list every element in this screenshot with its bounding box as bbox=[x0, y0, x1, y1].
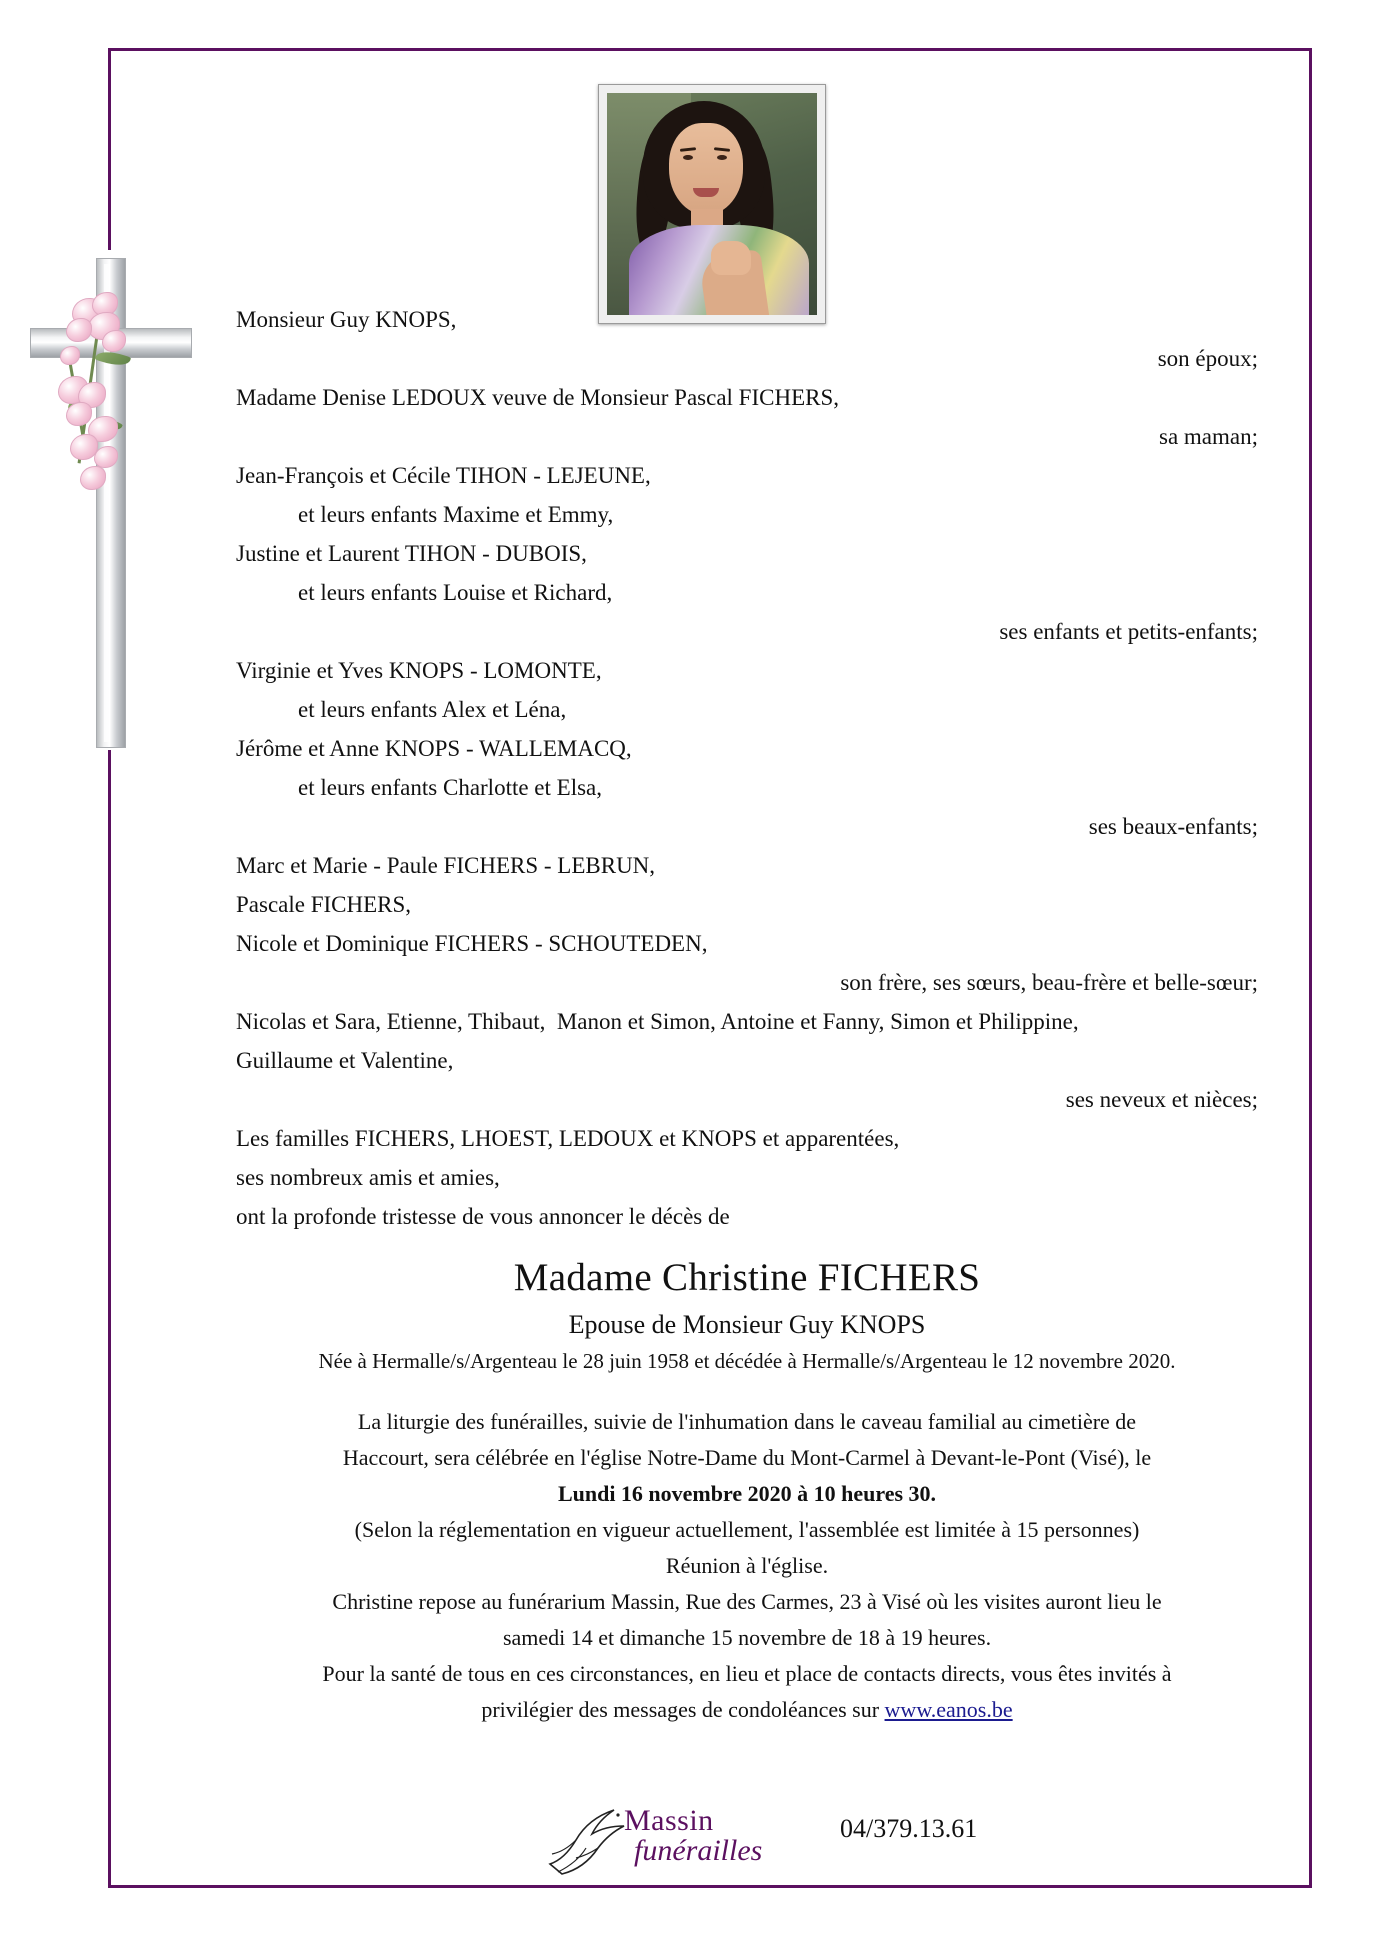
flower-spray-icon bbox=[36, 290, 166, 540]
relative-entry: Nicole et Dominique FICHERS - SCHOUTEDEN, bbox=[236, 931, 708, 956]
relative-entry: et leurs enfants Maxime et Emmy, bbox=[298, 502, 614, 527]
footer-logo-block bbox=[540, 1800, 978, 1890]
relative-entry: Justine et Laurent TIHON - DUBOIS, bbox=[236, 541, 587, 566]
relative-entry: Pascale FICHERS, bbox=[236, 892, 412, 917]
condolences-line bbox=[236, 1692, 1258, 1728]
brand-name: Massin bbox=[624, 1804, 714, 1837]
condolences-text: privilégier des messages de condoléances sur bbox=[481, 1697, 885, 1722]
relative-entry: Monsieur Guy KNOPS, bbox=[236, 307, 457, 332]
service-note: Christine repose au funérarium Massin, Rue des Carmes, 23 à Visé où les visites auront lieu le bbox=[332, 1589, 1162, 1614]
relative-entry: et leurs enfants Charlotte et Elsa, bbox=[298, 775, 603, 800]
deceased-name: Madame Christine FICHERS bbox=[513, 1256, 981, 1299]
service-datetime: Lundi 16 novembre 2020 à 10 heures 30. bbox=[557, 1481, 937, 1506]
relation-label: son frère, ses sœurs, beau-frère et belle-sœur; bbox=[840, 970, 1258, 995]
relation-label: ses beaux-enfants; bbox=[1088, 814, 1258, 839]
relation-label: son époux; bbox=[1157, 346, 1258, 371]
relative-entry: Jérôme et Anne KNOPS - WALLEMACQ, bbox=[236, 736, 632, 761]
service-note: Pour la santé de tous en ces circonstances, en lieu et place de contacts directs, vous êtes invités à bbox=[322, 1661, 1172, 1686]
portrait-photo bbox=[607, 93, 817, 315]
phone-number: 04/379.13.61 bbox=[840, 1814, 978, 1843]
relative-entry: et leurs enfants Louise et Richard, bbox=[298, 580, 613, 605]
relative-entry: Madame Denise LEDOUX veuve de Monsieur Pascal FICHERS, bbox=[236, 385, 839, 410]
service-note: (Selon la réglementation en vigueur actuellement, l'assemblée est limitée à 15 personnes) bbox=[354, 1517, 1140, 1542]
birth-death-details: Née à Hermalle/s/Argenteau le 28 juin 1958 et décédée à Hermalle/s/Argenteau le 12 novembre 2020. bbox=[318, 1349, 1176, 1373]
relative-entry: Guillaume et Valentine, bbox=[236, 1048, 454, 1073]
relative-entry: ses nombreux amis et amies, bbox=[236, 1165, 500, 1190]
relative-entry: Les familles FICHERS, LHOEST, LEDOUX et KNOPS et apparentées, bbox=[236, 1126, 900, 1151]
relative-entry: et leurs enfants Alex et Léna, bbox=[298, 697, 567, 722]
announcement-body bbox=[236, 300, 1258, 1728]
relative-entry: Nicolas et Sara, Etienne, Thibaut, Manon et Simon, Antoine et Fanny, Simon et Philippine, bbox=[236, 1009, 1079, 1034]
service-note: samedi 14 et dimanche 15 novembre de 18 à 19 heures. bbox=[502, 1625, 992, 1650]
service-details-line: Haccourt, sera célébrée en l'église Notre-Dame du Mont-Carmel à Devant-le-Pont (Visé), le bbox=[342, 1445, 1152, 1470]
relation-label: ses neveux et nièces; bbox=[1065, 1087, 1258, 1112]
service-note: Réunion à l'église. bbox=[665, 1553, 829, 1578]
cross-with-flowers-graphic bbox=[22, 250, 182, 760]
spouse-of-label: Epouse de Monsieur Guy KNOPS bbox=[568, 1310, 926, 1339]
relative-entry: Marc et Marie - Paule FICHERS - LEBRUN, bbox=[236, 853, 656, 878]
relation-label: ses enfants et petits-enfants; bbox=[999, 619, 1258, 644]
condolences-website-link[interactable]: www.eanos.be bbox=[884, 1697, 1013, 1722]
service-details-line: La liturgie des funérailles, suivie de l'inhumation dans le caveau familial au cimetière de bbox=[357, 1409, 1137, 1434]
relative-entry: Jean-François et Cécile TIHON - LEJEUNE, bbox=[236, 463, 651, 488]
dove-icon bbox=[540, 1802, 636, 1882]
relative-entry: Virginie et Yves KNOPS - LOMONTE, bbox=[236, 658, 602, 683]
portrait-frame bbox=[598, 84, 826, 324]
brand-name-block bbox=[624, 1804, 762, 1868]
relation-label: sa maman; bbox=[1159, 424, 1258, 449]
brand-subtitle: funérailles bbox=[634, 1834, 763, 1867]
announcement-intro: ont la profonde tristesse de vous annoncer le décès de bbox=[236, 1204, 730, 1229]
